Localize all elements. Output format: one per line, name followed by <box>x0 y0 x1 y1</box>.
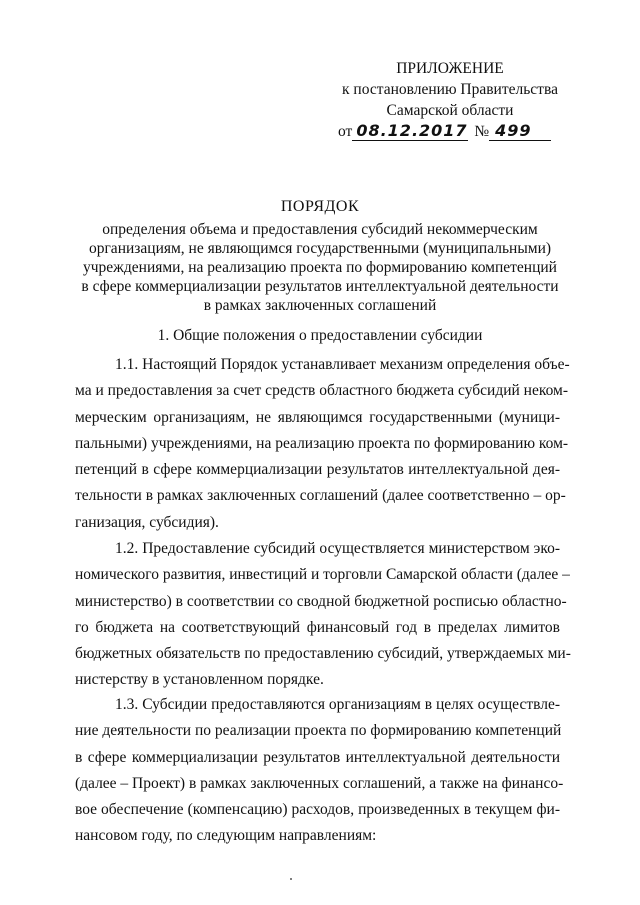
paragraph-line: тельности в рамках заключенных соглашений (далее соответственно – ор- <box>75 487 566 505</box>
page-speck <box>290 878 292 880</box>
date-prefix: от <box>338 123 353 140</box>
paragraph-line: ние деятельности по реализации проекта по формированию компетенций <box>75 722 562 740</box>
appendix-line-1: к постановлению Правительства <box>342 81 558 98</box>
paragraph-line: мерческим организациям, не являющимся государственными (муници- <box>75 408 560 426</box>
paragraph-line: го бюджета на соответствующий финансовый год в пределах лимитов <box>75 618 560 636</box>
paragraph-line: петенций в сфере коммерциализации результатов интеллектуальной дея- <box>75 461 560 479</box>
paragraph-line: бюджетных обязательств по предоставлению субсидий, утверждаемых ми- <box>75 645 571 663</box>
handwritten-date: 08.12.2017 <box>352 122 468 141</box>
paragraph-line: нансовом году, по следующим направлениям: <box>75 827 377 845</box>
appendix-date-line <box>330 121 570 142</box>
paragraph-line: министерство) в соответствии со сводной бюджетной росписью областно- <box>75 592 567 610</box>
paragraph-line: нистерству в установленном порядке. <box>75 671 324 689</box>
title-main: ПОРЯДОК <box>280 198 360 215</box>
paragraph-line: ма и предоставления за счет средств областного бюджета субсидий неком- <box>75 382 569 400</box>
paragraph-line: в сфере коммерциализации результатов интеллектуальной деятельности <box>75 748 560 766</box>
title-sub-line: в рамках заключенных соглашений <box>203 297 437 314</box>
paragraph-line: 1.3. Субсидии предоставляются организациям в целях осуществле- <box>115 696 560 713</box>
appendix-line-2: Самарской области <box>386 102 514 119</box>
title-sub-line: определения объема и предоставления субсидий некоммерческим <box>102 221 538 238</box>
paragraph-line: 1.1. Настоящий Порядок устанавливает механизм определения объе- <box>115 356 570 373</box>
paragraph-line: (далее – Проект) в рамках заключенных соглашений, а также на финансо- <box>75 774 564 792</box>
title-sub-line: учреждениями, на реализацию проекта по формированию компетенций <box>83 259 557 276</box>
paragraph-line: ганизация, субсидия). <box>75 513 219 531</box>
paragraph-line: пальными) учреждениями, на реализацию проекта по формированию ком- <box>75 434 569 452</box>
document-title <box>60 196 580 315</box>
appendix-title: ПРИЛОЖЕНИЕ <box>396 60 504 77</box>
title-sub-line: в сфере коммерциализации результатов интеллектуальной деятельности <box>81 278 559 295</box>
paragraph-line: 1.2. Предоставление субсидий осуществляется министерством эко- <box>115 540 560 557</box>
paragraph-line: номического развития, инвестиций и торговли Самарской области (далее – <box>75 566 570 584</box>
paragraph-1-2 <box>75 536 571 694</box>
appendix-header <box>330 58 570 142</box>
number-label: № <box>474 123 490 140</box>
paragraph-line: вое обеспечение (компенсацию) расходов, произведенных в текущем фи- <box>75 801 560 819</box>
handwritten-number: 499 <box>489 122 551 141</box>
title-subtitle <box>60 220 580 315</box>
title-sub-line: организациям, не являющимся государственными (муниципальными) <box>88 240 552 257</box>
section-heading: 1. Общие положения о предоставлении субсидии <box>157 327 483 344</box>
paragraph-1-3 <box>75 692 564 850</box>
paragraph-1-1 <box>75 352 570 536</box>
